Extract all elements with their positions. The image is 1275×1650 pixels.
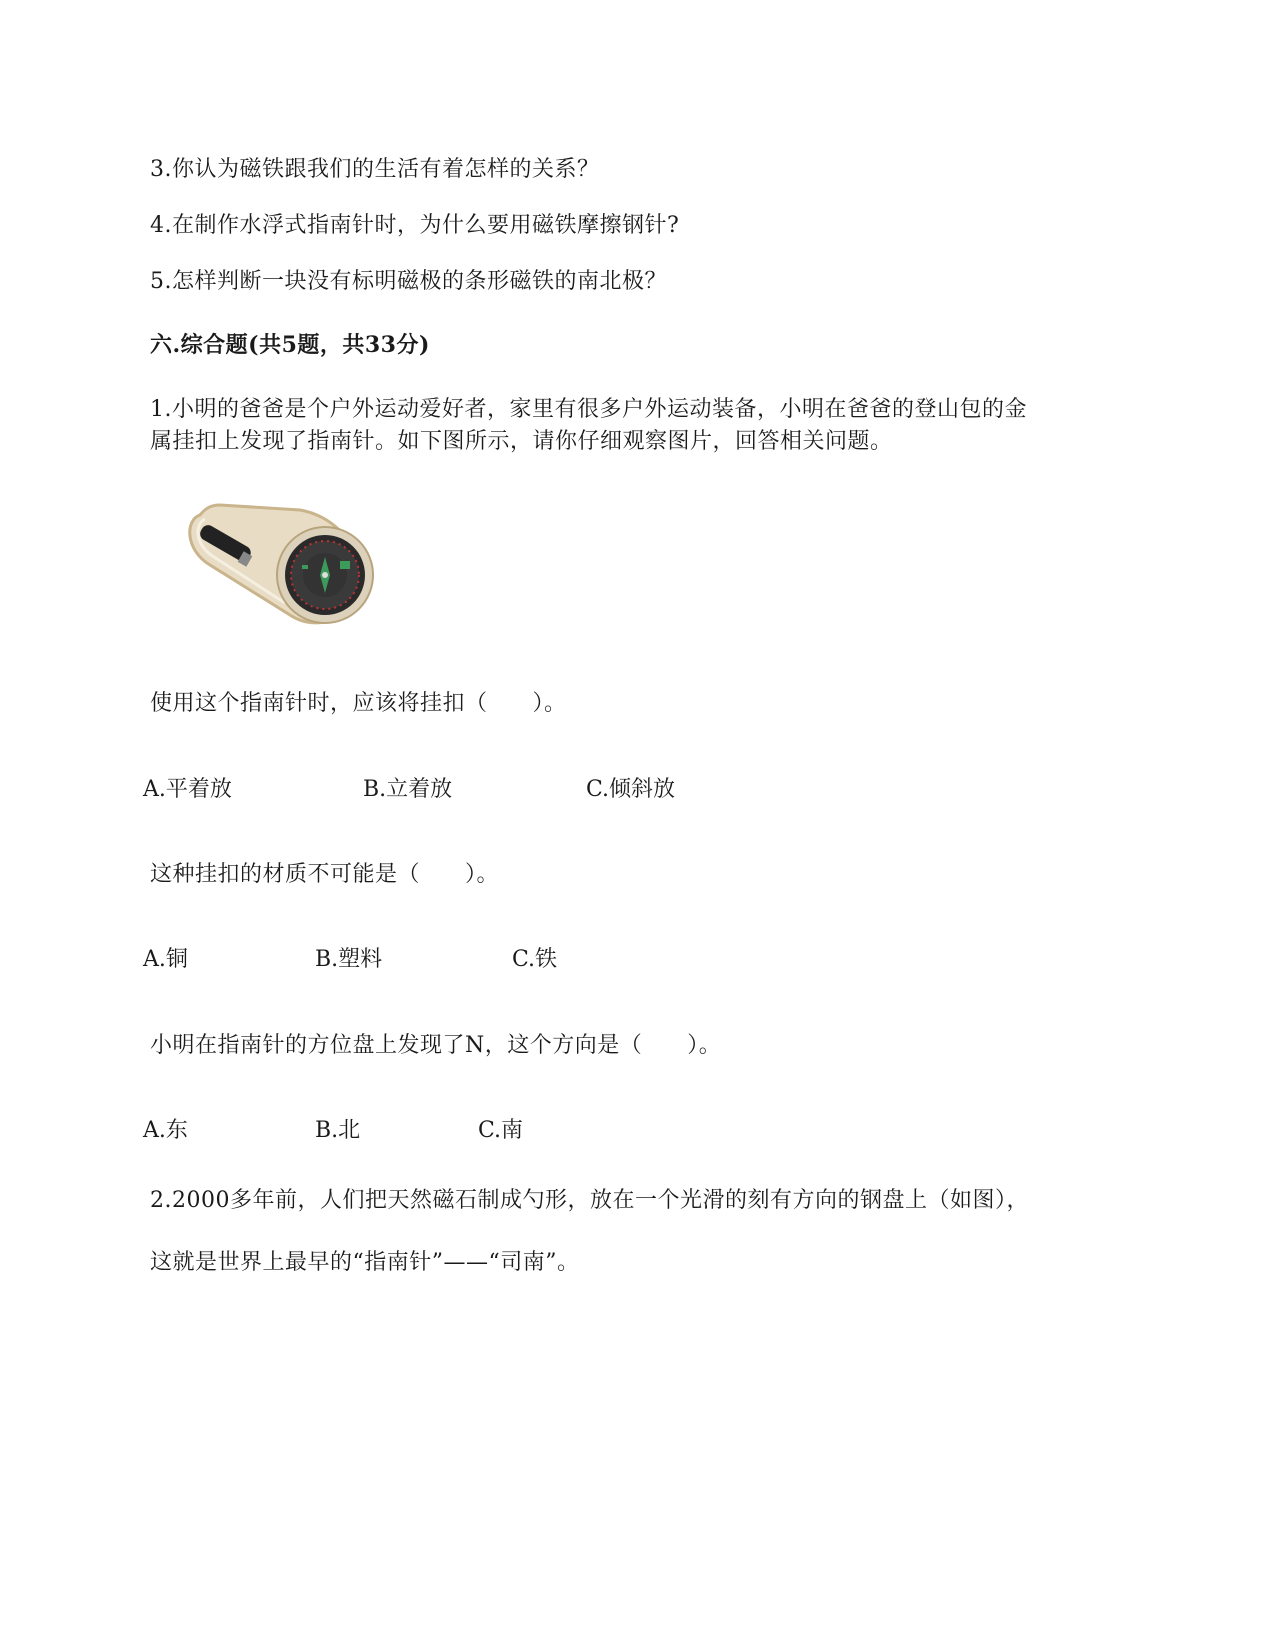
q1-sub3-option-a: A.东: [143, 1118, 188, 1143]
q1-sub2-option-b: B.塑料: [315, 947, 383, 972]
q1-sub3-option-b: B.北: [315, 1118, 361, 1143]
q1-sub2-option-a: A.铜: [143, 947, 188, 972]
q1-sub3-question: 小明在指南针的方位盘上发现了N，这个方向是（ ）。: [150, 1033, 722, 1058]
question-5: 5.怎样判断一块没有标明磁极的条形磁铁的南北极？: [150, 269, 667, 294]
q1-sub2-option-c: C.铁: [512, 947, 558, 972]
q1-stem-line1: 1.小明的爸爸是个户外运动爱好者，家里有很多户外运动装备，小明在爸爸的登山包的金: [150, 397, 1027, 422]
q2-line2: 这就是世界上最早的“指南针”——“司南”。: [150, 1250, 580, 1275]
q1-sub3-option-c: C.南: [478, 1118, 524, 1143]
section-title: 六.综合题(共5题，共33分): [150, 332, 430, 358]
compass-carabiner-image: [180, 495, 390, 655]
question-4: 4.在制作水浮式指南针时，为什么要用磁铁摩擦钢针?: [150, 213, 680, 238]
q1-sub2-question: 这种挂扣的材质不可能是（ ）。: [150, 862, 500, 887]
q1-sub1-option-b: B.立着放: [363, 777, 453, 802]
question-3: 3.你认为磁铁跟我们的生活有着怎样的关系？: [150, 157, 600, 182]
q1-sub1-question: 使用这个指南针时，应该将挂扣（ ）。: [150, 691, 567, 716]
q2-line1: 2.2000多年前，人们把天然磁石制成勺形，放在一个光滑的刻有方向的钢盘上（如图），: [150, 1188, 1029, 1213]
q1-stem-line2: 属挂扣上发现了指南针。如下图所示，请你仔细观察图片，回答相关问题。: [150, 429, 893, 454]
q1-sub1-option-c: C.倾斜放: [586, 777, 676, 802]
q1-sub1-option-a: A.平着放: [143, 777, 232, 802]
